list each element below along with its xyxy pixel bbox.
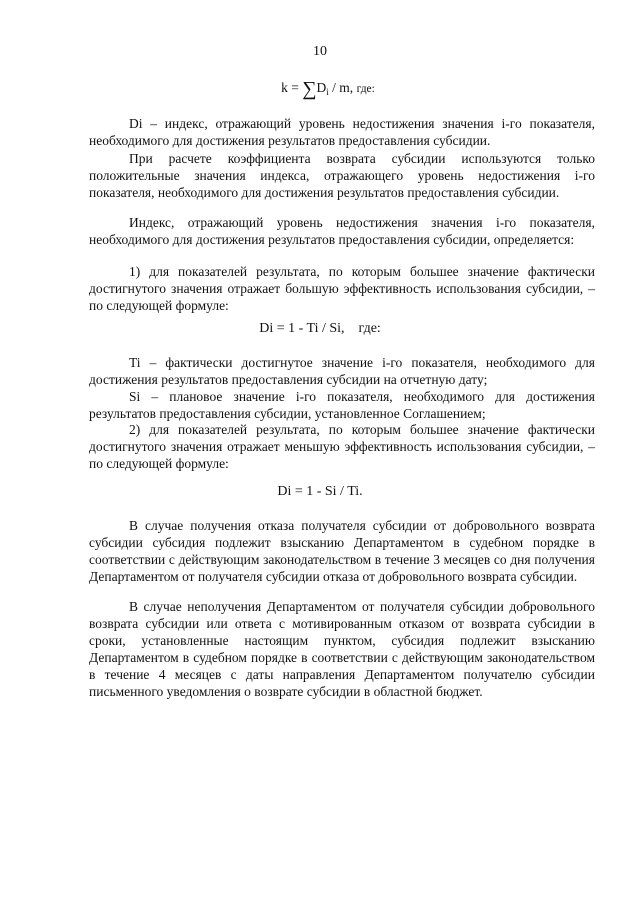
formula-k-where: где: — [356, 83, 375, 95]
paragraph-di-definition: Di – индекс, отражающий уровень недостижения значения i-го показателя, необходимого для достижения результатов предоставления субсидии. — [89, 116, 595, 148]
formula-di-1-text: Di = 1 - Ti / Si, где: — [259, 321, 381, 336]
formula-k-rest: / m, — [328, 80, 357, 95]
formula-di-2 — [0, 484, 640, 500]
paragraph-ti-definition: Ti – фактически достигнутое значение i-го показателя, необходимого для достижения результатов предоставления субсидии на отчетную дату; — [89, 355, 595, 387]
paragraph-index-determination: Индекс, отражающий уровень недостижения значения i-го показателя, необходимого для достижения результатов предоставления субсидии, определяется: — [89, 215, 595, 247]
paragraph-case-2: 2) для показателей результата, по которым большее значение фактически достигнутого значения отражает меньшую эффективность использования субсидии, – по следующей формуле: — [89, 422, 595, 471]
page-number: 10 — [313, 44, 327, 59]
formula-k-subscript: i — [326, 87, 329, 97]
paragraph-case-1: 1) для показателей результата, по которым большее значение фактически достигнутого значения отражает большую эффективность использования субсидии, – по следующей формуле: — [89, 264, 595, 313]
paragraph-si-definition: Si – плановое значение i-го показателя, необходимого для достижения результатов предоставления субсидии, установленное Соглашением; — [89, 389, 595, 421]
formula-k-term: D — [316, 80, 327, 95]
paragraph-calc-note: При расчете коэффициента возврата субсидии используются только положительные значения индекса, отражающего уровень недостижения i-го показателя, необходимого для достижения результатов предоставления субсидии. — [89, 151, 595, 200]
formula-k — [8, 78, 640, 101]
paragraph-no-refusal: В случае неполучения Департаментом от получателя субсидии добровольного возврата субсидии или ответа с мотивированным отказом от возврата субсидии в сроки, установленные настоящим пунктом, субсидия подлежит взысканию Департаментом в судебном порядке в соответствии с действующим законодательством в течение 4 месяцев с даты направления Департаментом получателю субсидии письменного уведомления о возврате субсидии в областной бюджет. — [89, 599, 595, 699]
paragraph-refusal: В случае получения отказа получателя субсидии от добровольного возврата субсидии субсидия подлежит взысканию Департаментом в судебном порядке в соответствии с действующим законодательством в течение 3 месяцев со дня получения Департаментом от получателя субсидии отказа от добровольного возврата субсидии. — [89, 518, 595, 584]
formula-di-1 — [0, 321, 640, 337]
formula-k-lhs: k = — [281, 80, 303, 95]
formula-di-2-text: Di = 1 - Si / Ti. — [277, 484, 363, 499]
sum-symbol: ∑ — [302, 78, 317, 100]
